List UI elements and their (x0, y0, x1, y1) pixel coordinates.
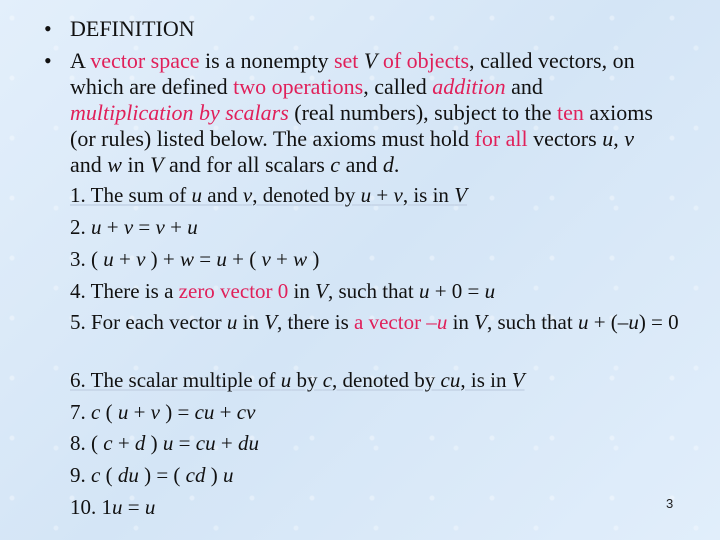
axiom-9: 9. c ( du ) = ( cd ) u (70, 463, 234, 487)
term-vector-space: vector space (90, 48, 200, 73)
definition-heading: DEFINITION (70, 16, 195, 41)
axiom-8: 8. ( c + d ) u = cu + du (70, 431, 259, 455)
axiom-2: 2. u + v = v + u (70, 215, 198, 239)
axiom-5: 5. For each vector u in V, there is a vector –u in V, such that u + (–u) = 0 (70, 310, 679, 334)
axiom-1: 1. The sum of u and v, denoted by u + v, is in V (70, 183, 468, 207)
axiom-4: 4. There is a zero vector 0 in V, such that u + 0 = u (70, 279, 496, 303)
term-negative-vector: a vector – (354, 310, 437, 334)
bullet-marker: • (44, 16, 52, 41)
bullet-marker: • (44, 48, 52, 73)
axiom-6: 6. The scalar multiple of u by c, denoted by cu, is in V (70, 368, 525, 392)
axiom-3: 3. ( u + v ) + w = u + ( v + w ) (70, 247, 320, 271)
slide-number: 3 (666, 496, 674, 511)
axiom-7: 7. c ( u + v ) = cu + cv (70, 400, 256, 424)
axiom-10: 10. 1u = u (70, 495, 156, 519)
term-zero-vector: zero vector 0 (178, 279, 289, 303)
definition-text: A vector space is a nonempty set V of objects, called vectors, on which are defined two operations, called addition and multiplication by scalars (real numbers), subject to the ten axioms (or rules) listed below. The axioms must hold for all vectors u, v and w in V and for all scalars c and d. (70, 48, 653, 177)
